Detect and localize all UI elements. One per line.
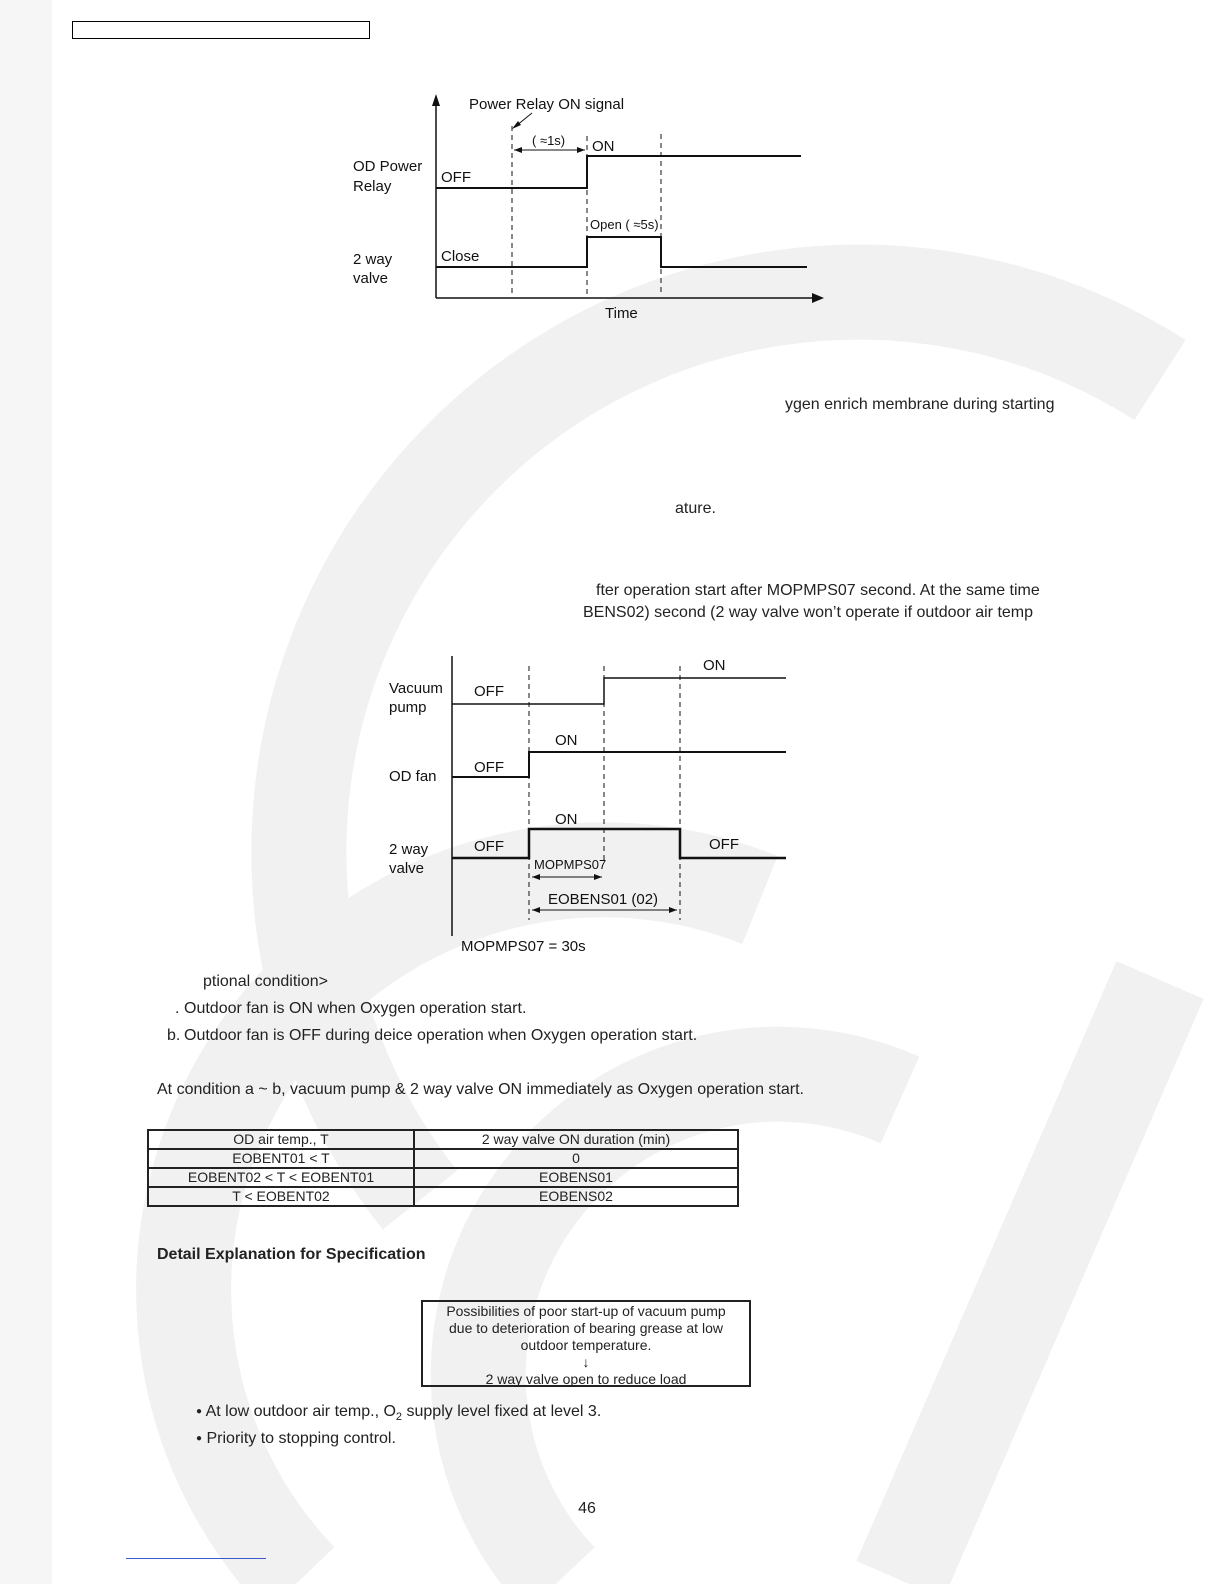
subscript-2: 2 [395,1411,403,1424]
table-cell: EOBENS02 [414,1187,738,1206]
relay-off-label: OFF [441,169,471,186]
explanation-flow-box [421,1300,751,1387]
row-label-valve-b: valve [389,860,425,877]
row-label-pump: pump [389,699,427,716]
footer-link-underline [126,1558,266,1559]
text-fragment-operation-start: fter operation start after MOPMPS07 second. At the same time [596,582,1040,599]
condition-a-text: Outdoor fan is ON when Oxygen operation start. [184,1000,527,1017]
condition-a-marker: . [175,1000,180,1017]
open-duration-label: Open ( ≈5s) [590,217,659,232]
flow-box-line-2: due to deterioration of bearing grease at low [449,1320,723,1336]
condition-b-text: Outdoor fan is OFF during deice operation when Oxygen operation start. [184,1027,698,1044]
down-arrow-icon: ↓ [582,1354,590,1370]
table-cell: 0 [414,1149,738,1168]
table-row [148,1187,738,1206]
row-label-valve: valve [353,270,389,287]
text-fragment-bens02: BENS02) second (2 way valve won’t operate if outdoor air temp [583,604,1034,621]
valve-duration-table [147,1129,739,1207]
bullet-dot-icon: ● [196,1406,203,1417]
valve-off-label-2: OFF [709,836,739,853]
valve-on-label: ON [555,811,578,828]
detail-heading: Detail Explanation for Specification [157,1246,426,1263]
flow-box-line-4: 2 way valve open to reduce load [485,1371,687,1387]
bullet-text-pre: At low outdoor air temp., O [205,1403,396,1420]
bullet-text: Priority to stopping control. [206,1430,396,1447]
table-cell: EOBENT02 < T < EOBENT01 [148,1168,414,1187]
vacuum-off-label: OFF [474,683,504,700]
table-row [148,1168,738,1187]
time-axis-label: Time [605,305,638,322]
table-cell: T < EOBENT02 [148,1187,414,1206]
valve-off-label-1: OFF [474,838,504,855]
flow-box-line-1: Possibilities of poor start-up of vacuum pump [446,1303,726,1319]
conditions-summary: At condition a ~ b, vacuum pump & 2 way valve ON immediately as Oxygen operation start. [157,1081,804,1098]
flow-box-line-3: outdoor temperature. [520,1337,652,1353]
row-label-2way-b: 2 way [389,841,429,858]
vacuum-on-label: ON [703,657,726,674]
condition-b-marker: b. [167,1027,181,1044]
delay-label: ( ≈1s) [532,133,566,148]
bullet-item-priority [196,1430,396,1448]
row-label-od-fan: OD fan [389,768,437,785]
text-fragment-ature: ature. [675,500,716,517]
table-cell: EOBENT01 < T [148,1149,414,1168]
bullet-text-post: supply level fixed at level 3. [402,1403,602,1420]
table-header-row [148,1130,738,1149]
row-label-relay: Relay [353,178,392,195]
header-box [72,21,370,39]
mopmps07-footnote: MOPMPS07 = 30s [461,938,586,955]
power-relay-signal-label: Power Relay ON signal [469,96,625,113]
table-header-cell: OD air temp., T [148,1130,414,1149]
row-label-od-power: OD Power [353,158,423,175]
page-number: 46 [578,1500,596,1517]
fan-on-label: ON [555,732,578,749]
valve-close-label: Close [441,248,480,265]
table-cell: EOBENS01 [414,1168,738,1187]
bullet-dot-icon: ● [196,1433,203,1444]
mopmps07-duration-label: MOPMPS07 [534,857,607,872]
eobens-duration-label: EOBENS01 (02) [548,891,659,908]
table-row [148,1149,738,1168]
bullet-item-low-temp [196,1403,601,1423]
fan-off-label: OFF [474,759,504,776]
table-header-cell: 2 way valve ON duration (min) [414,1130,738,1149]
relay-on-label: ON [592,138,615,155]
row-label-2way: 2 way [353,251,393,268]
timing-diagram-vacuum-pump [380,648,800,962]
row-label-vacuum: Vacuum [389,680,443,697]
timing-diagram-power-relay [340,88,840,328]
conditions-title: ptional condition> [203,973,328,990]
text-fragment-membrane: ygen enrich membrane during starting [785,396,1055,413]
